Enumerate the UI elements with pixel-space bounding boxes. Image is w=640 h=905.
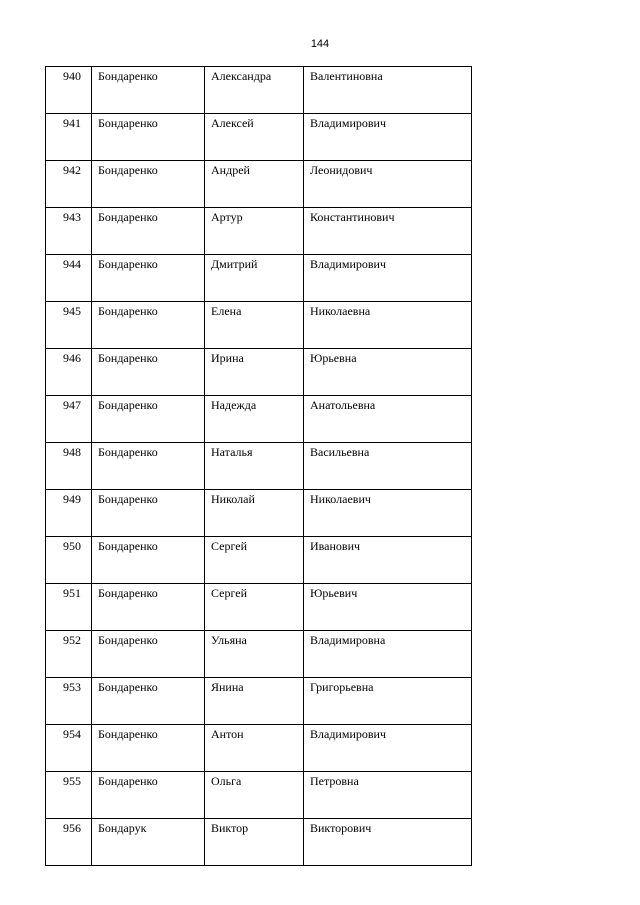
middle-name-cell: Юрьевич — [304, 584, 472, 631]
last-name-cell: Бондаренко — [92, 208, 205, 255]
row-number-cell: 943 — [46, 208, 92, 255]
first-name-cell: Виктор — [205, 819, 304, 866]
last-name-cell: Бондаренко — [92, 443, 205, 490]
last-name-cell: Бондаренко — [92, 725, 205, 772]
middle-name-cell: Николаевич — [304, 490, 472, 537]
row-number-cell: 944 — [46, 255, 92, 302]
row-number-cell: 955 — [46, 772, 92, 819]
row-number-cell: 940 — [46, 67, 92, 114]
page-number: 144 — [310, 38, 330, 50]
row-number-cell: 951 — [46, 584, 92, 631]
roster-table-body — [46, 67, 472, 866]
row-number-cell: 946 — [46, 349, 92, 396]
last-name-cell: Бондарук — [92, 819, 205, 866]
table-row — [46, 208, 472, 255]
last-name-cell: Бондаренко — [92, 255, 205, 302]
table-row — [46, 255, 472, 302]
last-name-cell: Бондаренко — [92, 537, 205, 584]
first-name-cell: Сергей — [205, 584, 304, 631]
first-name-cell: Надежда — [205, 396, 304, 443]
middle-name-cell: Викторович — [304, 819, 472, 866]
last-name-cell: Бондаренко — [92, 631, 205, 678]
first-name-cell: Елена — [205, 302, 304, 349]
middle-name-cell: Константинович — [304, 208, 472, 255]
first-name-cell: Дмитрий — [205, 255, 304, 302]
middle-name-cell: Григорьевна — [304, 678, 472, 725]
table-row — [46, 819, 472, 866]
row-number-cell: 949 — [46, 490, 92, 537]
row-number-cell: 941 — [46, 114, 92, 161]
first-name-cell: Наталья — [205, 443, 304, 490]
first-name-cell: Ульяна — [205, 631, 304, 678]
table-row — [46, 678, 472, 725]
middle-name-cell: Анатольевна — [304, 396, 472, 443]
first-name-cell: Ольга — [205, 772, 304, 819]
last-name-cell: Бондаренко — [92, 161, 205, 208]
row-number-cell: 945 — [46, 302, 92, 349]
row-number-cell: 948 — [46, 443, 92, 490]
row-number-cell: 942 — [46, 161, 92, 208]
table-row — [46, 161, 472, 208]
roster-table — [45, 66, 472, 866]
middle-name-cell: Владимирович — [304, 725, 472, 772]
row-number-cell: 954 — [46, 725, 92, 772]
first-name-cell: Ирина — [205, 349, 304, 396]
table-row — [46, 396, 472, 443]
first-name-cell: Артур — [205, 208, 304, 255]
first-name-cell: Антон — [205, 725, 304, 772]
middle-name-cell: Владимирович — [304, 114, 472, 161]
row-number-cell: 952 — [46, 631, 92, 678]
middle-name-cell: Петровна — [304, 772, 472, 819]
first-name-cell: Сергей — [205, 537, 304, 584]
last-name-cell: Бондаренко — [92, 302, 205, 349]
table-row — [46, 772, 472, 819]
table-row — [46, 349, 472, 396]
first-name-cell: Алексей — [205, 114, 304, 161]
last-name-cell: Бондаренко — [92, 67, 205, 114]
row-number-cell: 953 — [46, 678, 92, 725]
last-name-cell: Бондаренко — [92, 772, 205, 819]
first-name-cell: Андрей — [205, 161, 304, 208]
table-row — [46, 725, 472, 772]
table-row — [46, 631, 472, 678]
table-row — [46, 537, 472, 584]
last-name-cell: Бондаренко — [92, 114, 205, 161]
row-number-cell: 947 — [46, 396, 92, 443]
last-name-cell: Бондаренко — [92, 584, 205, 631]
first-name-cell: Николай — [205, 490, 304, 537]
first-name-cell: Александра — [205, 67, 304, 114]
table-row — [46, 490, 472, 537]
middle-name-cell: Иванович — [304, 537, 472, 584]
row-number-cell: 956 — [46, 819, 92, 866]
last-name-cell: Бондаренко — [92, 678, 205, 725]
row-number-cell: 950 — [46, 537, 92, 584]
last-name-cell: Бондаренко — [92, 396, 205, 443]
middle-name-cell: Леонидович — [304, 161, 472, 208]
middle-name-cell: Юрьевна — [304, 349, 472, 396]
table-row — [46, 584, 472, 631]
last-name-cell: Бондаренко — [92, 349, 205, 396]
table-row — [46, 114, 472, 161]
table-row — [46, 67, 472, 114]
first-name-cell: Янина — [205, 678, 304, 725]
middle-name-cell: Владимирович — [304, 255, 472, 302]
last-name-cell: Бондаренко — [92, 490, 205, 537]
middle-name-cell: Валентиновна — [304, 67, 472, 114]
table-row — [46, 302, 472, 349]
middle-name-cell: Васильевна — [304, 443, 472, 490]
middle-name-cell: Николаевна — [304, 302, 472, 349]
middle-name-cell: Владимировна — [304, 631, 472, 678]
table-row — [46, 443, 472, 490]
